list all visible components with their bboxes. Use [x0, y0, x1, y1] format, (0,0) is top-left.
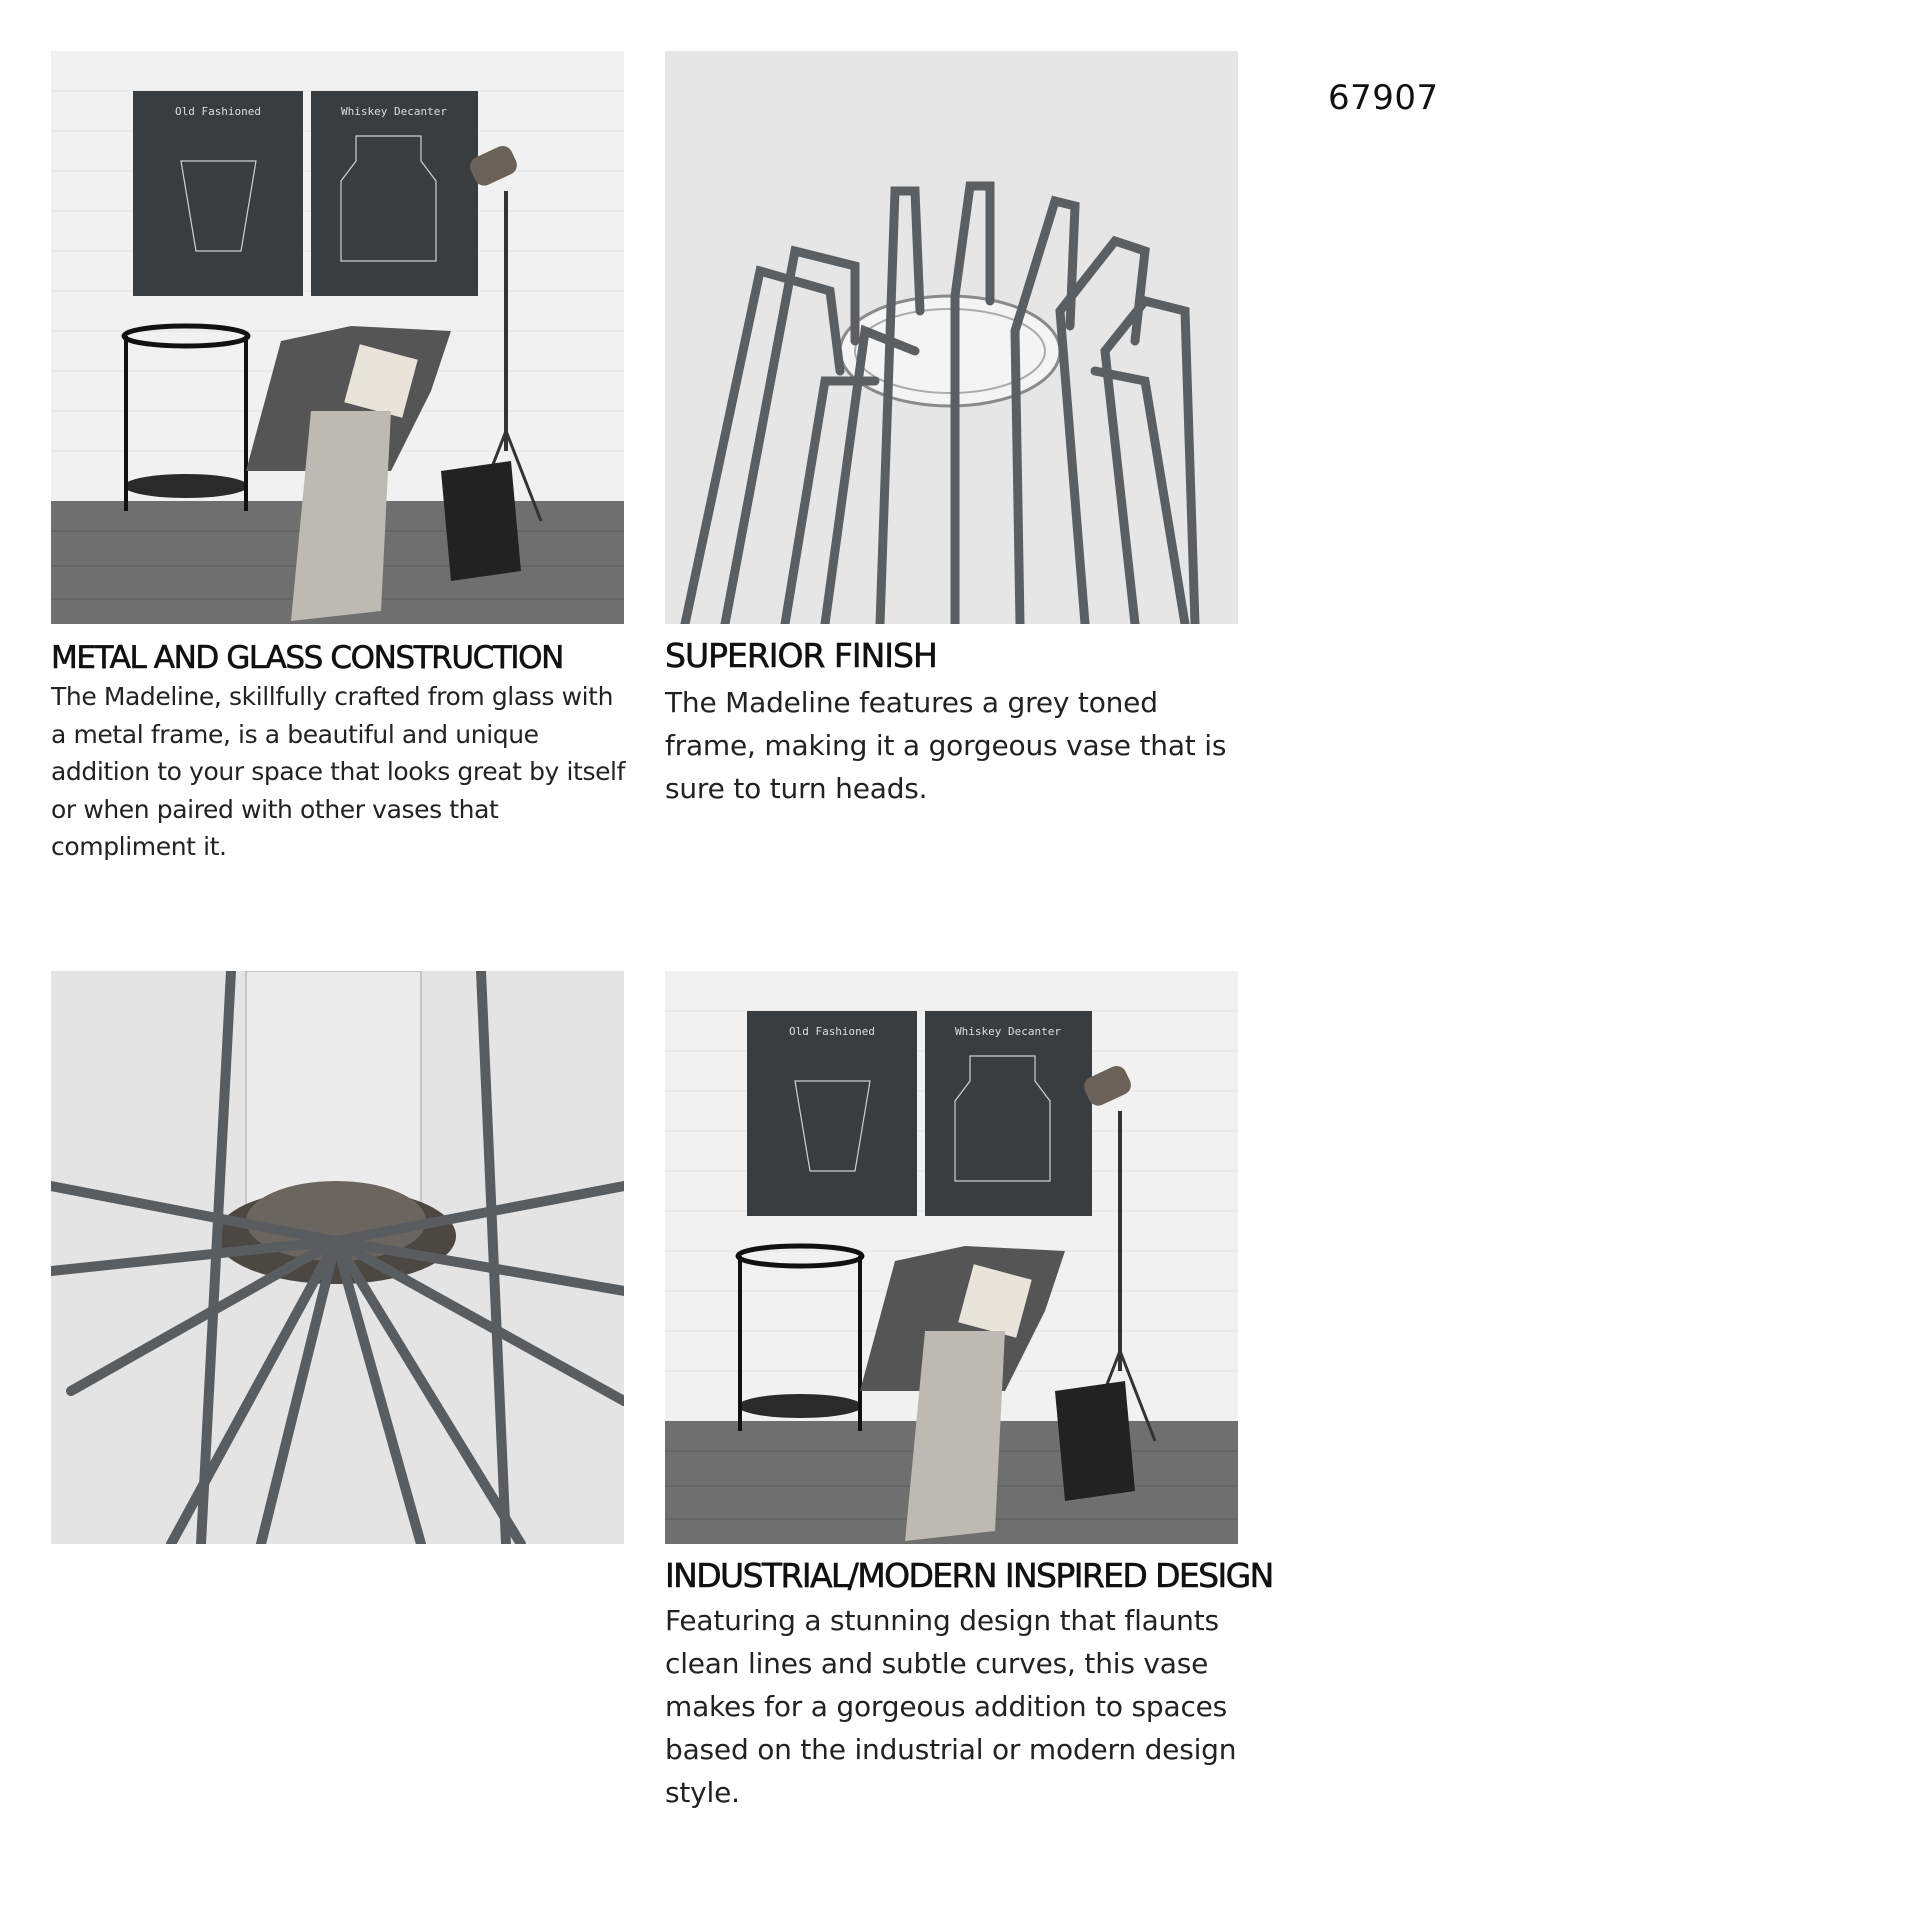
finish-body: The Madeline features a grey toned frame, making it a gorgeous vase that is sure to turn heads.: [665, 686, 1227, 805]
art-print-label-3: Old Fashioned: [788, 1025, 876, 1038]
design-body: Featuring a stunning design that flaunts clean lines and subtle curves, this vase makes for a gorgeous addition to spaces based on the industrial or modern design style.: [665, 1604, 1237, 1809]
construction-section: [51, 640, 631, 866]
room-scene-illustration-2: [665, 971, 1238, 1544]
construction-body: The Madeline, skillfully crafted from glass with a metal frame, is a beautiful and unique addition to your space that looks great by itself or when paired with other vases that compliment it.: [51, 682, 625, 861]
product-sku: 67907: [1328, 78, 1439, 118]
design-heading: INDUSTRIAL/MODERN INSPIRED DESIGN: [665, 1556, 1273, 1595]
frame-bottom-closeup-photo: [51, 971, 624, 1544]
frame-bottom-illustration: [51, 971, 624, 1544]
art-print-label-2: Whiskey Decanter: [341, 105, 447, 118]
finish-section: [665, 636, 1265, 810]
art-print-label-4: Whiskey Decanter: [955, 1025, 1061, 1038]
construction-heading: METAL AND GLASS CONSTRUCTION: [51, 640, 563, 676]
frame-top-closeup-photo: [665, 51, 1238, 624]
art-print-label-1: Old Fashioned: [174, 105, 262, 118]
finish-heading: SUPERIOR FINISH: [665, 636, 937, 675]
design-section: [665, 1556, 1425, 1814]
room-scene-photo-2: [665, 971, 1238, 1544]
frame-top-illustration: [665, 51, 1238, 624]
room-scene-illustration: [51, 51, 624, 624]
room-scene-photo: [51, 51, 624, 624]
